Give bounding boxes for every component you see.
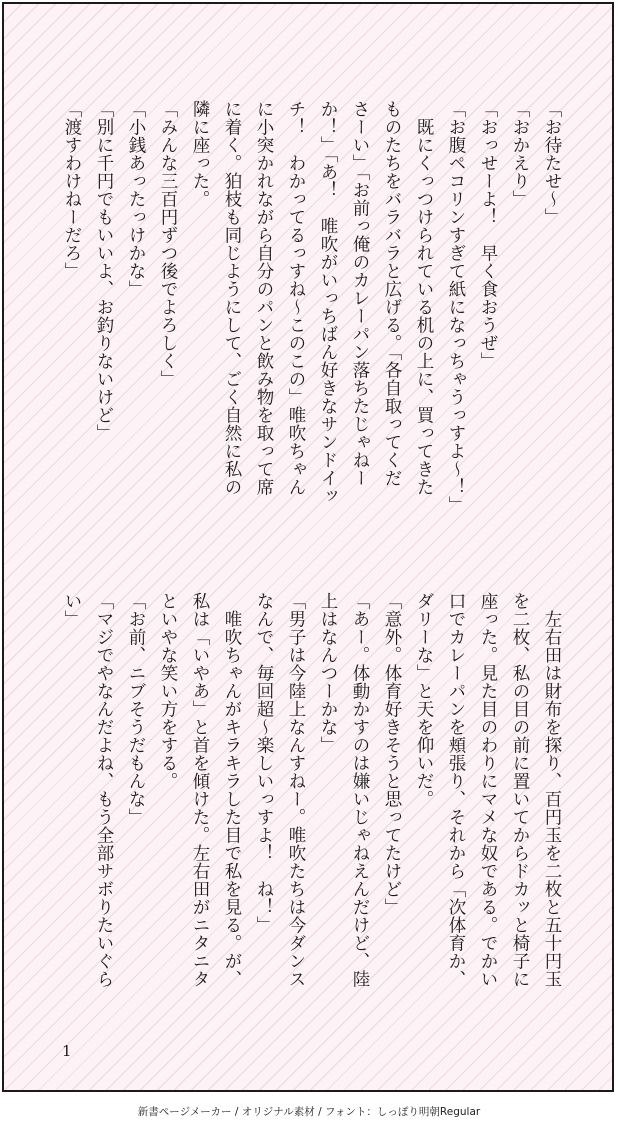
- text-line: 「男子は今陸上なんすねー。唯吹たちは今ダンス: [286, 592, 306, 988]
- text-line: さーい」「お前っ俺のカレーパン落ちたじゃねー: [350, 100, 370, 488]
- text-line: ものたちをバラバラと広げる。「各自取ってくだ: [382, 100, 402, 488]
- text-line: 「お前、ニブそうだもんな」: [126, 592, 146, 826]
- text-line: 「みんな三百円ずつ後でよろしく」: [158, 100, 178, 388]
- text-line: 「あー。体動かすのは嫌いじゃねえんだけど、陸: [350, 592, 370, 988]
- page-number: 1: [62, 1042, 72, 1060]
- text-line: 「お待たせ〜」: [542, 100, 562, 226]
- text-line: 私は「いやあ」と首を傾けた。左右田がニタニタ: [190, 592, 210, 988]
- text-line: ダリーな」と天を仰いだ。: [414, 592, 434, 808]
- text-line: 「お腹ペコリンすぎて紙になっちゃうっすよ〜！」: [446, 100, 466, 514]
- text-line: か！」「あ！ 唯吹がいっちばん好きなサンドイッ: [318, 100, 338, 506]
- text-line: を二枚、私の目の前に置いてからドカッと椅子に: [510, 592, 530, 988]
- text-block-bottom: [56, 592, 568, 1017]
- text-line: い」: [62, 592, 82, 628]
- text-line: 上はなんつーかな」: [318, 592, 338, 754]
- text-line: 「渡すわけねーだろ」: [62, 100, 82, 280]
- text-line: といやな笑い方をする。: [158, 592, 178, 790]
- text-line: に小突かれながら自分のパンと飲み物を取って席: [254, 100, 274, 496]
- text-line: 左右田は財布を探り、百円玉を二枚と五十円玉: [542, 592, 562, 988]
- text-line: 「別に千円でもいいよ、お釣りないけど」: [94, 100, 114, 442]
- manuscript-page: [2, 2, 614, 1092]
- credit-footer: 新書ページメーカー / オリジナル素材 / フォント：しっぽり明朝Regular: [137, 1106, 481, 1118]
- text-line: チ！ わかってるっすね〜このこの」唯吹ちゃん: [286, 100, 306, 496]
- text-line: 口でカレーパンを頬張り、それから「次体育か、: [446, 592, 466, 988]
- text-line: 既にくっつけられている机の上に、買ってきた: [414, 100, 434, 496]
- text-line: 唯吹ちゃんがキラキラした目で私を見る。が、: [222, 592, 242, 988]
- text-line: に着く。狛枝も同じようにして、ごく自然に私の: [222, 100, 242, 496]
- text-line: 「おっせーよ！ 早く食おうぜ」: [478, 100, 498, 370]
- text-line: 隣に座った。: [190, 100, 210, 208]
- text-line: 「マジでやなんだよね、もう全部サボりたいぐら: [94, 592, 114, 988]
- text-line: なんで、毎回超〜楽しいっすよ！ ね！」: [254, 592, 274, 934]
- text-block-top: [56, 100, 568, 525]
- text-line: 「小銭あったっけかな」: [126, 100, 146, 298]
- text-line: 「意外。体育好きそうと思ってたけど」: [382, 592, 402, 916]
- text-line: 「おかえり」: [510, 100, 530, 208]
- text-line: 座った。見た目のわりにマメな奴である。でかい: [478, 592, 498, 988]
